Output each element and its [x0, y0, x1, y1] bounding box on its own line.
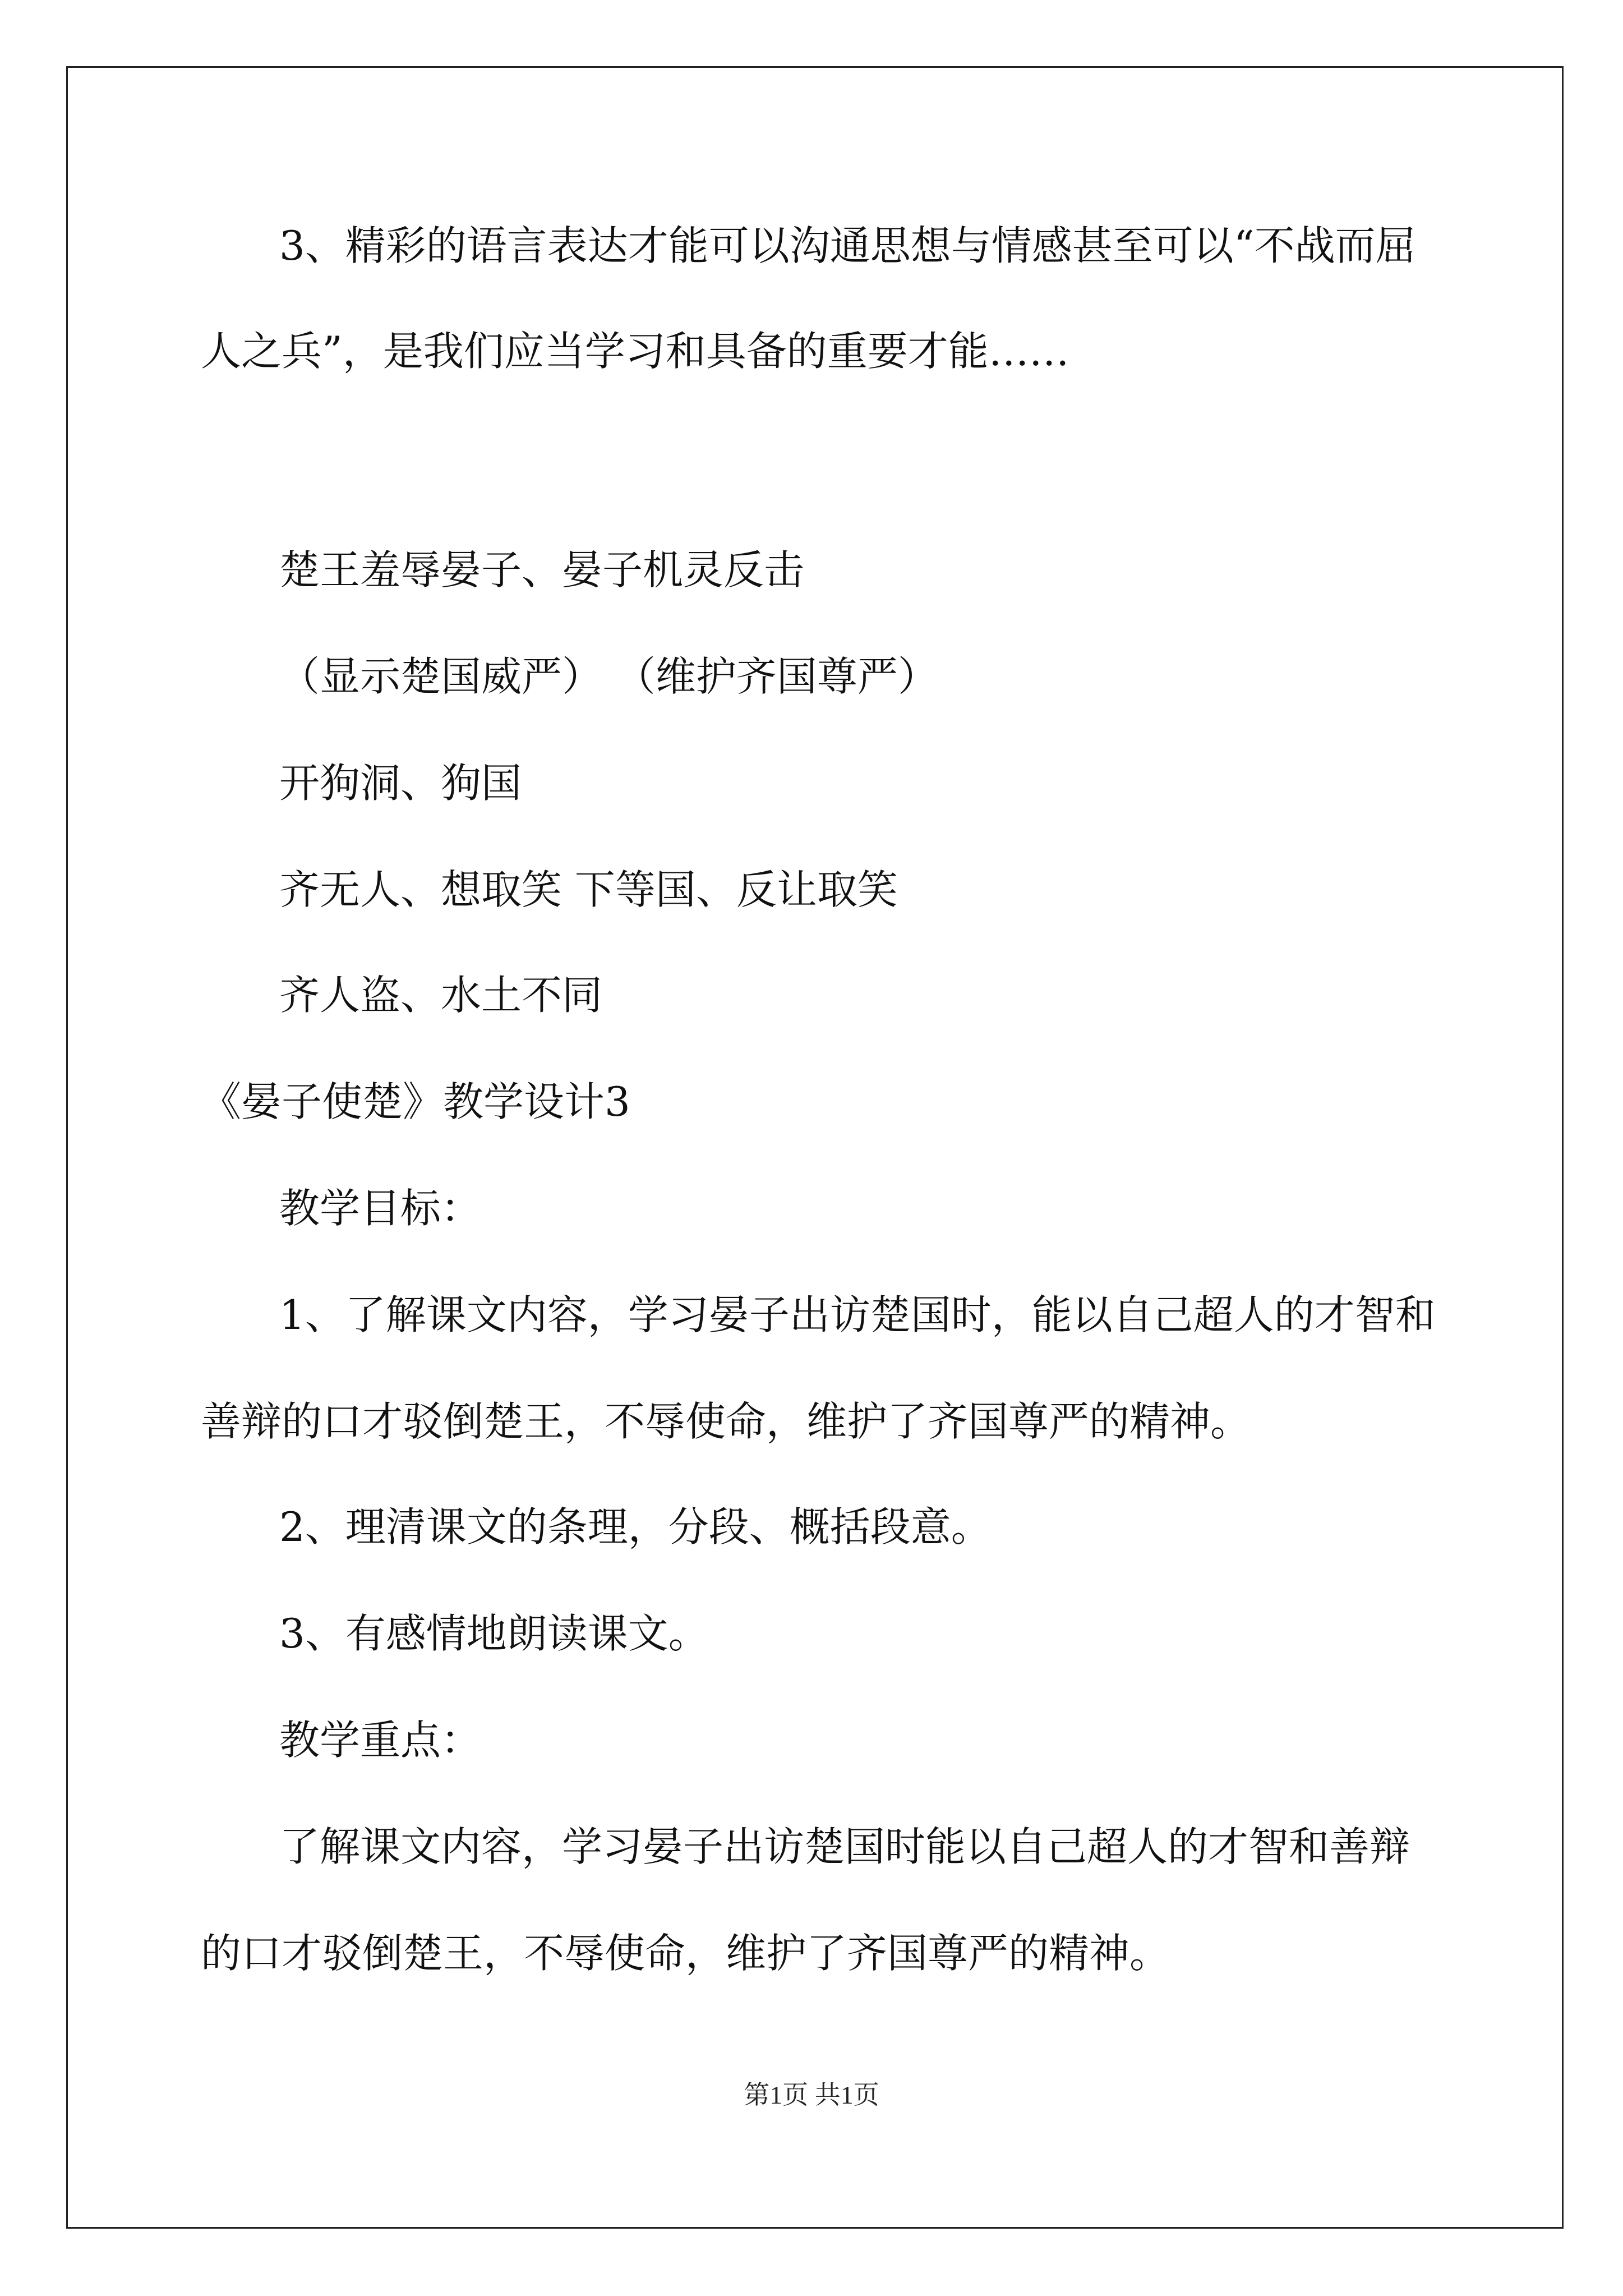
- paragraph-line: 的口才驳倒楚王，不辱使命，维护了齐国尊严的精神。: [201, 1930, 1170, 1977]
- page-footer: 第1页 共1页: [744, 2081, 879, 2109]
- paragraph-line: 教学重点：: [279, 1717, 482, 1764]
- paragraph-line: 1、了解课文内容，学习晏子出访楚国时，能以自己超人的才智和: [279, 1291, 1436, 1338]
- paragraph-line: 齐无人、想取笑 下等国、反让取笑: [279, 866, 898, 913]
- paragraph-line: 了解课文内容，学习晏子出访楚国时能以自己超人的才智和善辩: [279, 1823, 1410, 1870]
- paragraph-line: 人之兵”，是我们应当学习和具备的重要才能……: [201, 328, 1069, 375]
- paragraph-line: 3、有感情地朗读课文。: [279, 1610, 709, 1657]
- paragraph-line: 齐人盗、水土不同: [279, 972, 603, 1019]
- paragraph-line: 3、精彩的语言表达才能可以沟通思想与情感甚至可以“不战而屈: [279, 222, 1416, 269]
- paragraph-line: 教学目标：: [279, 1185, 482, 1232]
- paragraph-line: 开狗洞、狗国: [279, 760, 522, 807]
- paragraph-line: 楚王羞辱晏子、晏子机灵反击: [279, 546, 805, 593]
- section-heading: 《晏子使楚》教学设计3: [201, 1078, 630, 1125]
- paragraph-line: 善辩的口才驳倒楚王，不辱使命，维护了齐国尊严的精神。: [201, 1398, 1251, 1445]
- paragraph-line: （显示楚国威严） （维护齐国尊严）: [279, 653, 938, 700]
- page-border: [66, 66, 1564, 2229]
- paragraph-line: 2、理清课文的条理，分段、概括段意。: [279, 1503, 992, 1550]
